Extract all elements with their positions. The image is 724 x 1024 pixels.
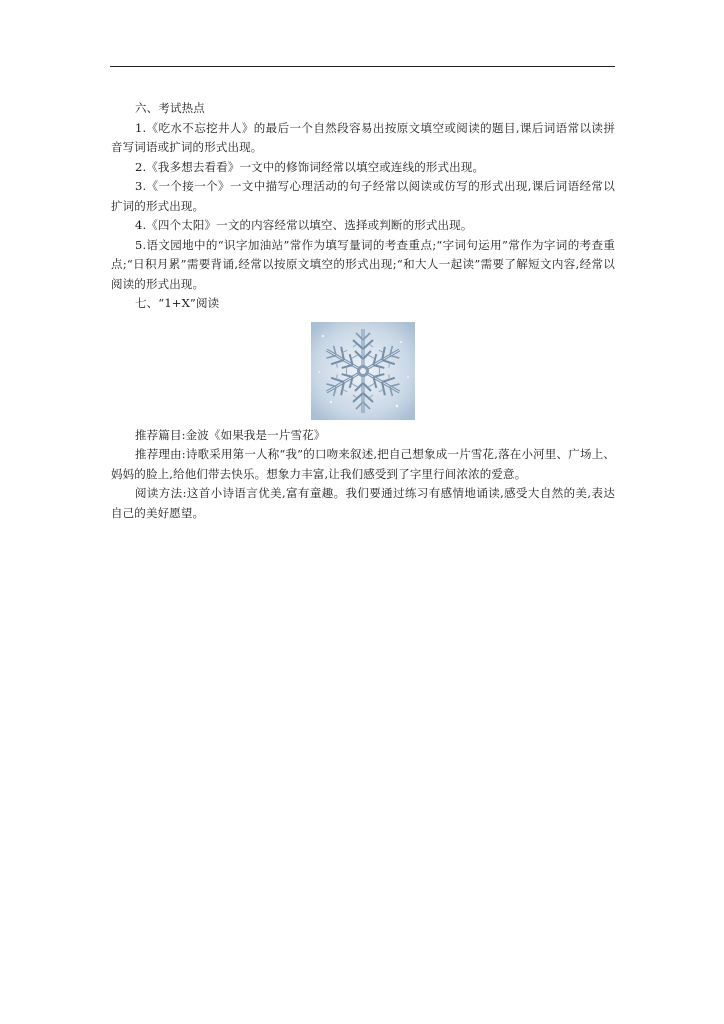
snowflake-figure	[111, 322, 615, 420]
hotspot-item-3: 3.《一个接一个》一文中描写心理活动的句子经常以阅读或仿写的形式出现,课后词语经常以扩词的形式出现。	[111, 179, 615, 213]
header-rule	[110, 66, 615, 67]
section-heading-6: 六、考试热点	[135, 101, 205, 115]
hotspot-item-1: 1.《吃水不忘挖井人》的最后一个自然段容易出按原文填空或阅读的题目,课后词语常以读拼音写词语或扩词的形式出现。	[111, 120, 615, 154]
section-heading-7: 七、“1+X”阅读	[135, 296, 220, 310]
hotspot-item-2: 2.《我多想去看看》一文中的修饰词经常以填空或连线的形式出现。	[135, 159, 485, 174]
recommend-reason: 推荐理由:诗歌采用第一人称“我”的口吻来叙述,把自己想象成一片雪花,落在小河里、广场上、妈妈的脸上,给他们带去快乐。想象力丰富,让我们感受到了字里行间浓浓的爱意。	[111, 447, 615, 481]
hotspot-item-5: 5.语文园地中的“识字加油站”常作为填写量词的考查重点;“字词句运用”常作为字词的考查重点;“日积月累”需要背诵,经常以按原文填空的形式出现;“和大人一起读”需要了解短文内容,经常以阅读的形式出现。	[111, 237, 615, 291]
snowflake-image	[311, 322, 415, 420]
hotspot-item-4: 4.《四个太阳》一文的内容经常以填空、选择或判断的形式出现。	[135, 218, 473, 232]
document-body	[111, 99, 615, 523]
reading-method: 阅读方法:这首小诗语言优美,富有童趣。我们要通过练习有感情地诵读,感受大自然的美,表达自己的美好愿望。	[111, 486, 615, 520]
recommend-title: 推荐篇目:金波《如果我是一片雪花》	[135, 427, 326, 442]
